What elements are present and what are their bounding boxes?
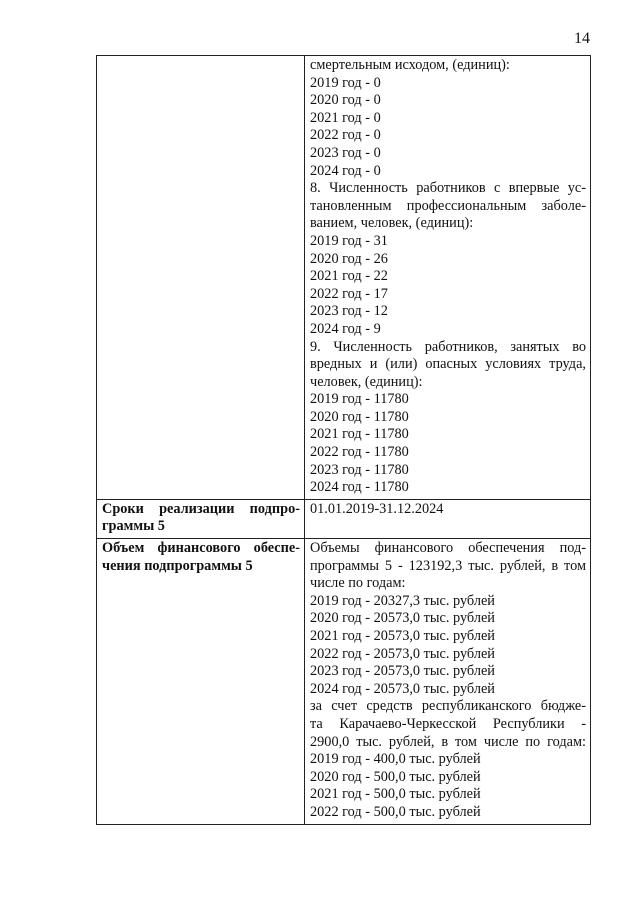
- text-line: числе по годам:: [310, 575, 406, 592]
- text-line: 2021 год - 11780: [310, 426, 409, 443]
- text-line: программы 5 - 123192,3 тыс. рублей, в том: [310, 557, 586, 574]
- text-line: 2019 год - 0: [310, 74, 381, 91]
- text-line: 2019 год - 31: [310, 232, 388, 249]
- text-line: 2022 год - 20573,0 тыс. рублей: [310, 645, 495, 662]
- text-line: 2024 год - 9: [310, 320, 381, 337]
- text-line: 2023 год - 20573,0 тыс. рублей: [310, 663, 495, 680]
- text-line: 2019 год - 400,0 тыс. рублей: [310, 751, 481, 768]
- text-line: 2023 год - 0: [310, 144, 381, 161]
- label-line: Объем финансового обеспе-: [102, 540, 300, 557]
- text-line: 2023 год - 11780: [310, 461, 409, 478]
- text-line: Объемы финансового обеспечения под-: [310, 540, 586, 557]
- indicators-value-cell: [305, 56, 591, 500]
- text-line: 2024 год - 0: [310, 162, 381, 179]
- text-line: 9. Численность работников, занятых во: [310, 338, 586, 355]
- text-line: 2024 год - 20573,0 тыс. рублей: [310, 680, 495, 697]
- text-line: 2020 год - 0: [310, 92, 381, 109]
- text-line: 2022 год - 17: [310, 285, 388, 302]
- table-row: [97, 539, 591, 825]
- text-line: 2020 год - 20573,0 тыс. рублей: [310, 610, 495, 627]
- subprogram-passport-table: [96, 55, 591, 825]
- page-number: 14: [574, 30, 590, 47]
- financing-volume-value-cell: [305, 539, 591, 825]
- text-line: 2022 год - 11780: [310, 444, 409, 461]
- implementation-period-value: 01.01.2019-31.12.2024: [310, 500, 444, 517]
- text-line: 2021 год - 20573,0 тыс. рублей: [310, 628, 495, 644]
- text-line: 2024 год - 11780: [310, 479, 409, 496]
- implementation-period-value-cell: [305, 499, 591, 538]
- table-row: [97, 56, 591, 500]
- text-line: 2020 год - 11780: [310, 408, 409, 425]
- implementation-period-label-cell: [97, 499, 305, 538]
- text-line: вредных и (или) опасных условиях труда,: [310, 356, 586, 373]
- label-line: чения подпрограммы 5: [102, 557, 253, 574]
- text-line: 2021 год - 500,0 тыс. рублей: [310, 786, 481, 803]
- text-line: 2022 год - 500,0 тыс. рублей: [310, 803, 481, 820]
- text-line: та Карачаево-Черкесской Республики -: [310, 715, 586, 732]
- text-line: 8. Численность работников с впервые ус-: [310, 180, 586, 197]
- row-label-cell: [97, 56, 305, 500]
- text-line: тановленным профессиональным заболе-: [310, 197, 586, 214]
- label-line: граммы 5: [102, 518, 165, 535]
- text-line: 2019 год - 20327,3 тыс. рублей: [310, 592, 495, 609]
- text-line: человек, (единиц):: [310, 373, 423, 390]
- text-line: за счет средств республиканского бюдже-: [310, 698, 586, 715]
- text-line: 2020 год - 26: [310, 250, 388, 267]
- text-line: 2023 год - 12: [310, 303, 388, 320]
- text-line: 2900,0 тыс. рублей, в том числе по годам:: [310, 733, 586, 750]
- text-line: 2021 год - 22: [310, 268, 388, 285]
- table-row: [97, 499, 591, 538]
- financing-volume-label-cell: [97, 539, 305, 825]
- text-line: смертельным исходом, (единиц):: [310, 57, 510, 73]
- text-line: 2020 год - 500,0 тыс. рублей: [310, 768, 481, 785]
- label-line: Сроки реализации подпро-: [102, 500, 300, 517]
- text-line: ванием, человек, (единиц):: [310, 215, 474, 232]
- text-line: 2021 год - 0: [310, 109, 381, 126]
- text-line: 2022 год - 0: [310, 127, 381, 144]
- text-line: 2019 год - 11780: [310, 391, 409, 408]
